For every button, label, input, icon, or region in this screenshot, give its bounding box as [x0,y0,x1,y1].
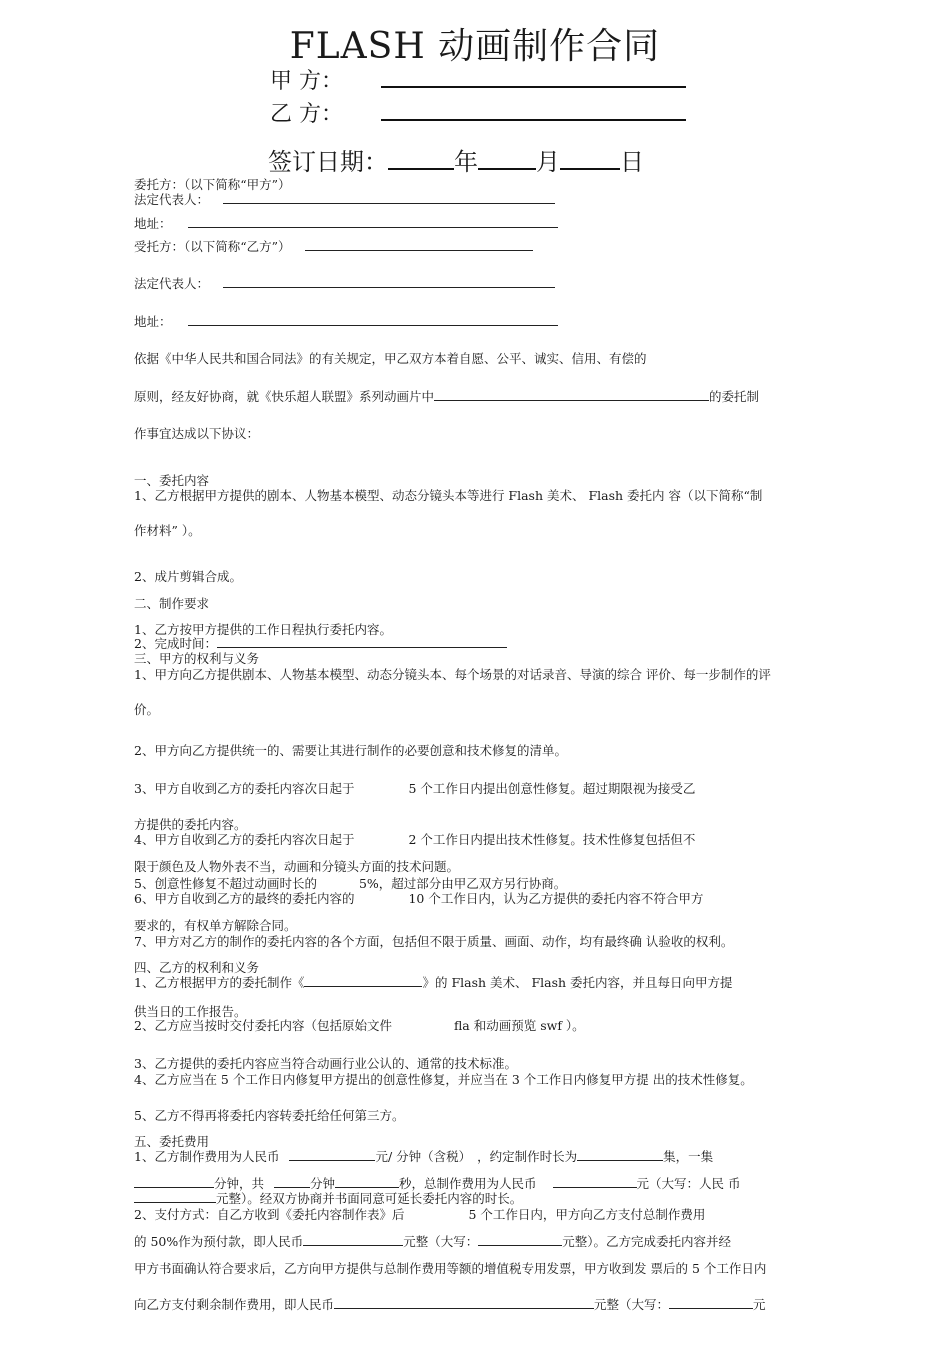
sign-date [268,142,644,177]
balance-end: 元 [753,1297,766,1312]
minutes-per-episode-blank[interactable] [134,1175,214,1188]
preamble-line-2-end: 的委托制 [709,389,760,404]
party-b-blank[interactable] [381,97,686,121]
section-5-heading: 五、委托费用 [134,1134,210,1149]
party-b-label: 乙 方： [270,102,343,127]
sec1-item1-line-b: 作材料” ）。 [134,523,201,538]
sec5-line-4 [134,1205,705,1223]
legal-rep-b-label: 法定代表人： [134,276,210,291]
sign-month-blank[interactable] [478,146,536,170]
fee-rate-unit: 元/ 分钟（含税） [375,1149,472,1164]
episodes-label: 集，一集 [663,1149,714,1164]
client-line: 委托方：（以下简称“甲方”） [134,177,291,192]
sec3-item2: 2、甲方向乙方提供统一的、需要让其进行制作的必要创意和技术修复的清单。 [134,743,567,758]
sec3-item5-end: 5%，超过部分由甲乙双方另行协商。 [358,876,567,891]
completion-time-blank[interactable] [217,646,507,648]
party-a-label: 甲 方： [270,69,343,94]
duration-label: ，约定制作时长为 [477,1149,578,1164]
sec3-item4-line-a [134,830,695,848]
sec3-item3-line-a [134,779,695,797]
total-fee-label: 秒，总制作费用为人民币 [399,1176,537,1191]
legal-rep-a-label: 法定代表人： [134,192,210,207]
sign-month-label: 月 [536,148,560,176]
sec5-line-5 [134,1232,731,1250]
contractor-line [134,237,533,255]
total-seconds-blank[interactable] [335,1175,399,1188]
legal-rep-b-line [134,274,555,292]
sec3-item6-end: 10 个工作日内，认为乙方提供的委托内容不符合甲方 [408,891,704,906]
address-a-blank[interactable] [188,226,558,228]
sec5-line-3-text: 元整）。经双方协商并书面同意可延长委托内容的时长。 [216,1191,523,1206]
legal-rep-a-blank[interactable] [223,202,555,204]
sec4-item1-start: 1、乙方根据甲方的委托制作《 [134,975,305,990]
sec1-item2: 2、成片剪辑合成。 [134,569,242,584]
cover-party-a [270,64,686,95]
project-name-blank[interactable] [434,399,709,401]
address-b-label: 地址： [134,314,172,329]
balance-label: 向乙方支付剩余制作费用，即人民币 [134,1297,335,1312]
sec3-item4-line-b: 限于颜色及人物外表不当，动画和分镜头方面的技术问题。 [134,859,460,874]
total-minutes-unit: 分钟 [310,1176,336,1191]
address-b-line [134,312,558,330]
sec3-item1-line-b: 价。 [134,702,160,717]
episodes-blank[interactable] [577,1148,663,1161]
total-fee-capital-label: 元（大写：人民 币 [636,1176,741,1191]
completion-time-label: 2、完成时间： [134,636,217,651]
sec4-item2 [134,1016,585,1034]
fee-rate-blank[interactable] [289,1148,375,1161]
legal-rep-b-blank[interactable] [223,286,555,288]
sec5-line-7 [134,1295,766,1313]
address-b-blank[interactable] [188,324,558,326]
sec2-item1: 1、乙方按甲方提供的工作日程执行委托内容。 [134,622,392,637]
total-fee-blank[interactable] [553,1175,637,1188]
section-4-heading: 四、乙方的权利和义务 [134,960,260,975]
preamble-line-2-start: 原则，经友好协商，就《快乐超人联盟》系列动画片中 [134,389,435,404]
total-minutes-blank[interactable] [274,1175,310,1188]
payment-method-end: 5 个工作日内，甲方向乙方支付总制作费用 [468,1207,706,1222]
balance-blank[interactable] [334,1296,594,1309]
payment-method-start: 2、支付方式：自乙方收到《委托内容制作表》后 [134,1207,405,1222]
sec5-line-6: 甲方书面确认符合要求后，乙方向甲方提供与总制作费用等额的增值税专用发票，甲方收到发 票后的 5 个工作日内 [134,1261,767,1276]
section-1-heading: 一、委托内容 [134,473,210,488]
sec3-item6-line-b: 要求的，有权单方解除合同。 [134,918,297,933]
section-3-heading: 三、甲方的权利与义务 [134,651,260,666]
sec3-item3-end: 5 个工作日内提出创意性修复。超过期限视为接受乙 [408,781,696,796]
sec4-item1-end: 》的 Flash 美术、 Flash 委托内容，并且每日向甲方提 [422,975,733,990]
document-title: FLASH 动画制作合同 [289,26,661,67]
sec3-item5-start: 5、创意性修复不超过动画时长的 [134,876,317,891]
sec4-item2-start: 2、乙方应当按时交付委托内容（包括原始文件 [134,1018,392,1033]
fee-rate-label: 1、乙方制作费用为人民币 [134,1149,280,1164]
work-title-blank[interactable] [304,974,422,987]
total-fee-capital-blank[interactable] [134,1190,216,1203]
sec4-item3: 3、乙方提供的委托内容应当符合动画行业公认的、通常的技术标准。 [134,1056,517,1071]
sec5-line-1 [134,1147,713,1165]
contractor-blank[interactable] [305,249,533,251]
preamble-line-2 [134,387,759,405]
prepayment-label: 的 50%作为预付款，即人民币 [134,1234,304,1249]
section-2-heading: 二、制作要求 [134,596,210,611]
sec3-item3-line-b: 方提供的委托内容。 [134,817,247,832]
balance-capital-label: 元整（大写： [594,1297,670,1312]
sec3-item6-line-a [134,889,703,907]
sec3-item3-start: 3、甲方自收到乙方的委托内容次日起于 [134,781,355,796]
legal-rep-a-line [134,190,555,208]
prepayment-capital-blank[interactable] [478,1233,562,1246]
sign-year-label: 年 [454,148,478,176]
minutes-label: 分钟，共 [214,1176,265,1191]
sec3-item7: 7、甲方对乙方的制作的委托内容的各个方面，包括但不限于质量、画面、动作，均有最终确 认验收的权利。 [134,934,734,949]
sign-date-label: 签订日期： [268,148,388,176]
sign-year-blank[interactable] [388,146,454,170]
sec4-item2-end: fla 和动画预览 swf ）。 [453,1018,585,1033]
sec4-item5: 5、乙方不得再将委托内容转委托给任何第三方。 [134,1108,405,1123]
preamble-line-3: 作事宜达成以下协议： [134,426,260,441]
sec4-item1-line-b: 供当日的工作报告。 [134,1004,247,1019]
prepayment-capital-label: 元整（大写： [403,1234,479,1249]
address-a-label: 地址： [134,216,172,231]
preamble-line-1: 依据《中华人民共和国合同法》的有关规定，甲乙双方本着自愿、公平、诚实、信用、有偿的 [134,351,647,366]
sec1-item1-line-a: 1、乙方根据甲方提供的剧本、人物基本模型、动态分镜头本等进行 Flash 美术、 Flash 委托内 容（以下简称“制 [134,488,763,503]
address-a-line [134,214,558,232]
sec4-item4: 4、乙方应当在 5 个工作日内修复甲方提出的创意性修复，并应当在 3 个工作日内修复甲方提 出的技术性修复。 [134,1072,753,1087]
sec3-item1-line-a: 1、甲方向乙方提供剧本、人物基本模型、动态分镜头本、每个场景的对话录音、导演的综合 评价、每一步制作的评 [134,667,771,682]
balance-capital-blank[interactable] [669,1296,753,1309]
sec3-item4-start: 4、甲方自收到乙方的委托内容次日起于 [134,832,355,847]
sign-day-label: 日 [620,148,644,176]
contractor-label: 受托方：（以下简称“乙方”） [134,239,291,254]
sec3-item4-end: 2 个工作日内提出技术性修复。技术性修复包括但不 [408,832,696,847]
prepayment-blank[interactable] [303,1233,403,1246]
prepayment-end: 元整）。乙方完成委托内容并经 [562,1234,732,1249]
party-a-blank[interactable] [381,64,686,88]
cover-party-b [270,97,686,128]
sign-day-blank[interactable] [560,146,620,170]
sec4-item1-line-a [134,973,733,991]
sec3-item6-start: 6、甲方自收到乙方的最终的委托内容的 [134,891,355,906]
